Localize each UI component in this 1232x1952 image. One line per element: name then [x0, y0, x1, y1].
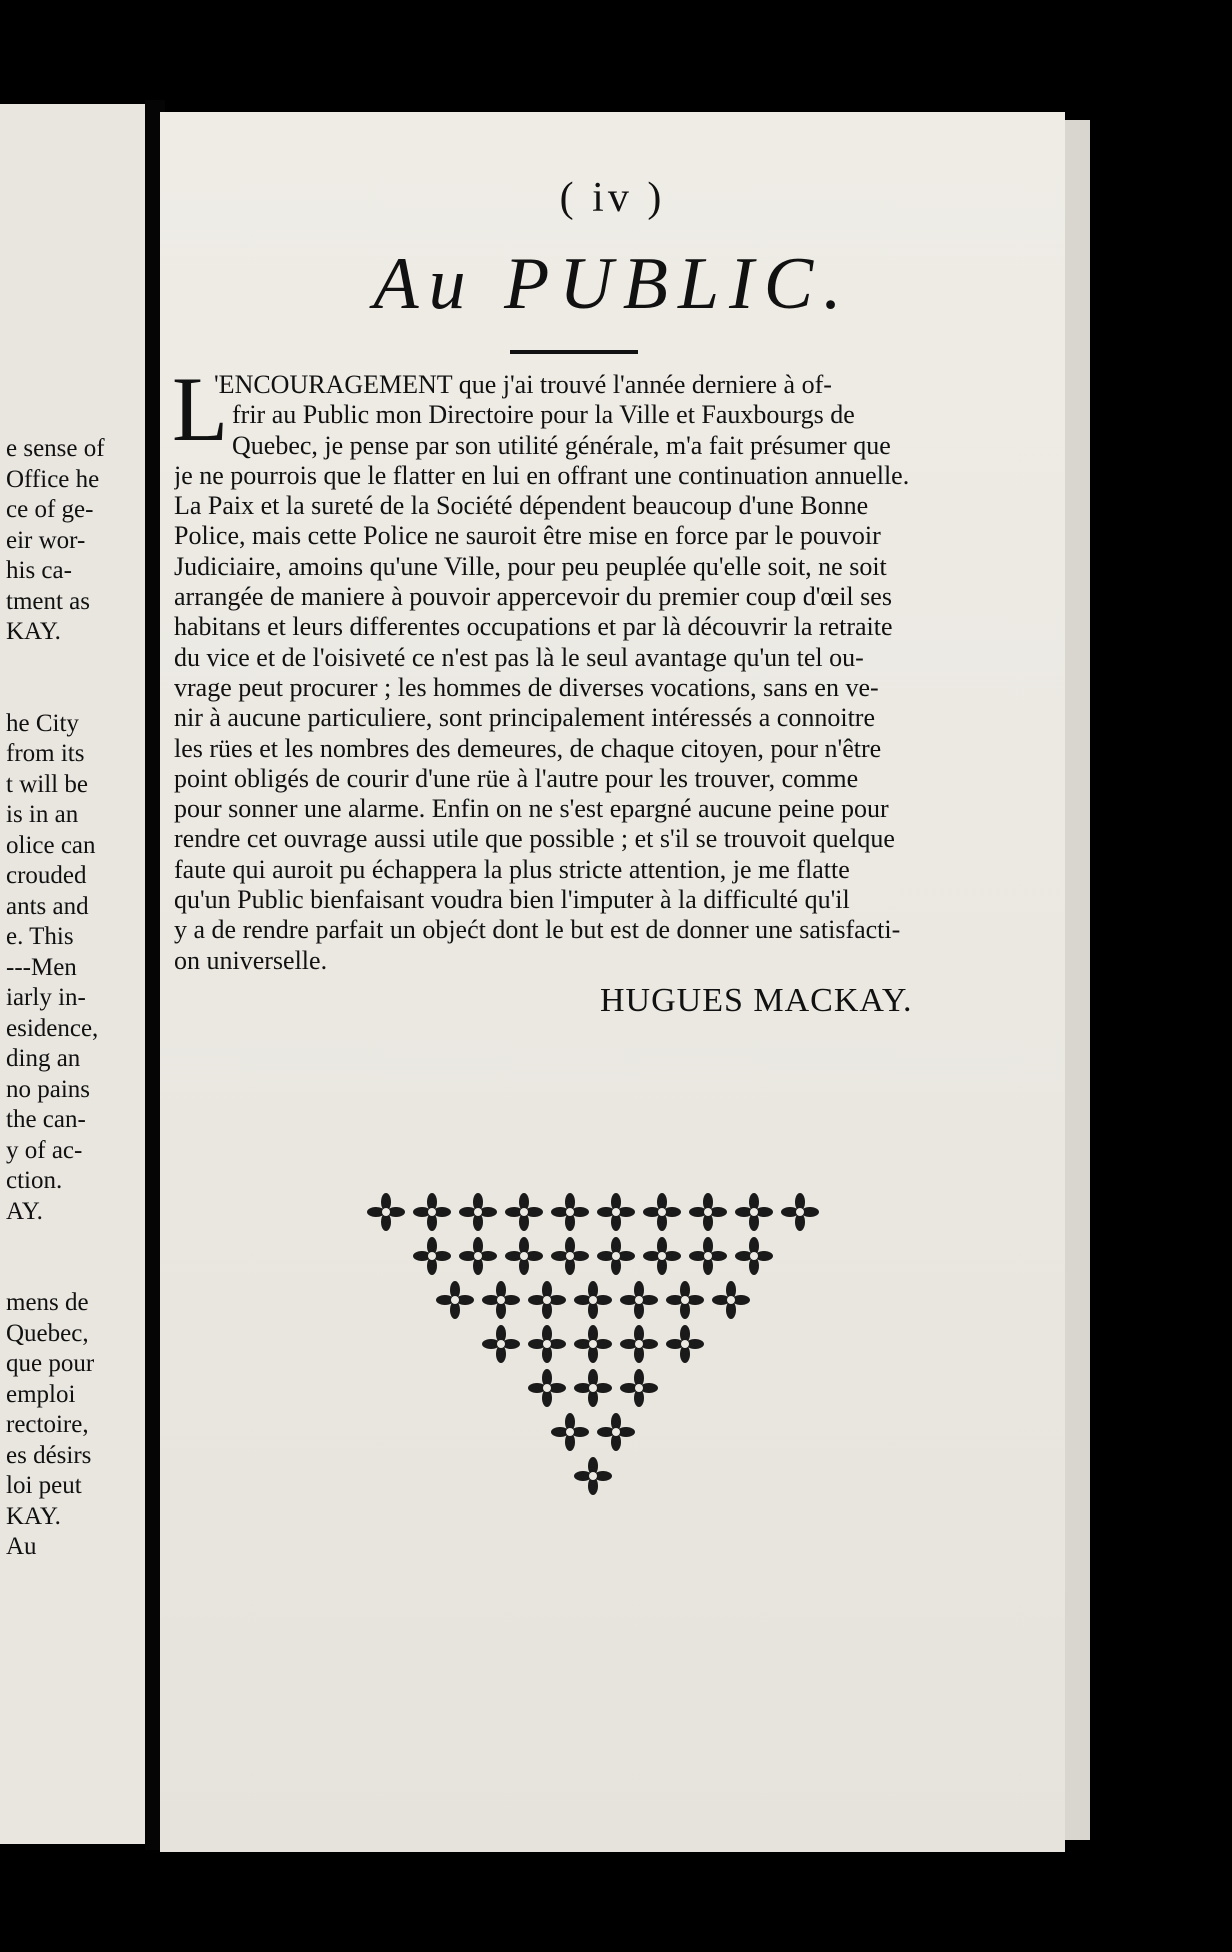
body-line: vrage peut procurer ; les hommes de diverses vocations, sans en ve-: [174, 672, 879, 702]
left-page-line: Office he: [6, 465, 100, 493]
left-page-line: Au: [6, 1533, 37, 1560]
left-page-line: y of ac-: [6, 1136, 83, 1164]
left-page-line: ding an: [6, 1045, 81, 1072]
body-line: frir au Public mon Directoire pour la Ville et Fauxbourgs de: [232, 400, 855, 430]
left-page-line: AY.: [6, 1197, 43, 1225]
left-page-line: Quebec,: [6, 1319, 89, 1347]
left-page-line: olice can: [6, 831, 96, 859]
body-line: nir à aucune particuliere, sont principalement intéressés a connoitre: [174, 703, 875, 733]
left-page-line: ants and: [6, 892, 89, 920]
body-line: Police, mais cette Police ne sauroit être mise en force par le pouvoir: [174, 521, 881, 551]
left-page-line: es désirs: [6, 1441, 92, 1469]
fleuron-ornament-icon: [358, 1190, 828, 1520]
left-page-line: ction.: [6, 1167, 63, 1194]
left-page-line: tment as: [6, 587, 91, 615]
left-page-line: que pour: [6, 1350, 95, 1377]
left-page-line: e sense of: [6, 435, 105, 462]
left-page-line: he City: [6, 709, 79, 737]
left-page-line: crouded: [6, 862, 87, 889]
left-page-line: is in an: [6, 801, 79, 828]
body-line: rendre cet ouvrage aussi utile que possible ; et s'il se trouvoit quelque: [174, 824, 895, 854]
left-page-line: ce of ge-: [6, 496, 94, 523]
left-page-line: ---Men: [6, 953, 77, 981]
left-page-line: mens de: [6, 1289, 89, 1316]
right-page: [160, 112, 1065, 1852]
body-line: je ne pourrois que le flatter en lui en offrant une continuation annuelle.: [174, 460, 910, 490]
body-line: Judiciaire, amoins qu'une Ville, pour peu peuplée qu'elle soit, ne soit: [174, 551, 887, 581]
left-page-line: KAY.: [6, 1502, 61, 1530]
body-text: [174, 370, 1024, 976]
left-page-line: eir wor-: [6, 526, 86, 554]
signature: HUGUES MACKAY.: [600, 982, 913, 1019]
body-line: on universelle.: [174, 945, 328, 975]
page-folio: ( iv ): [559, 175, 666, 221]
body-line: y a de rendre parfait un objećt dont le but est de donner une satisfacti-: [174, 915, 901, 945]
body-line: 'ENCOURAGEMENT que j'ai trouvé l'année derniere à of-: [214, 370, 832, 399]
left-page-line: e. This: [6, 923, 74, 950]
left-page-line: from its: [6, 740, 85, 767]
left-page-line: esidence,: [6, 1014, 99, 1042]
body-line: faute qui auroit pu échappera la plus stricte attention, je me flatte: [174, 854, 850, 884]
left-page-line: rectoire,: [6, 1411, 89, 1438]
left-page-line: his ca-: [6, 557, 72, 584]
drop-cap: L: [172, 358, 229, 460]
left-page-line: loi peut: [6, 1472, 82, 1499]
left-page: [0, 104, 145, 1844]
page-heading: Au PUBLIC.: [373, 243, 852, 325]
left-page-line: emploi: [6, 1380, 76, 1408]
left-page-line: t will be: [6, 770, 88, 798]
body-line: point obligés de courir d'une rüe à l'autre pour les trouver, comme: [174, 763, 859, 793]
body-line: La Paix et la sureté de la Société dépendent beaucoup d'une Bonne: [174, 491, 869, 521]
left-page-line: iarly in-: [6, 984, 86, 1011]
body-line: qu'un Public bienfaisant voudra bien l'imputer à la difficulté qu'il: [174, 885, 850, 915]
left-page-line: the can-: [6, 1106, 86, 1133]
body-line: arrangée de maniere à pouvoir appercevoir du premier coup d'œil ses: [174, 582, 892, 612]
left-page-line: KAY.: [6, 618, 61, 645]
heading-rule: [510, 350, 638, 354]
body-line: du vice et de l'oisiveté ce n'est pas là le seul avantage qu'un tel ou-: [174, 642, 864, 672]
body-line: Quebec, je pense par son utilité générale, m'a fait présumer que: [232, 430, 891, 460]
body-line: habitans et leurs differentes occupations et par là découvrir la retraite: [174, 612, 893, 642]
body-line: pour sonner une alarme. Enfin on ne s'est epargné aucune peine pour: [174, 794, 889, 824]
left-page-line: no pains: [6, 1075, 91, 1103]
body-line: les rües et les nombres des demeures, de chaque citoyen, pour n'être: [174, 733, 882, 763]
